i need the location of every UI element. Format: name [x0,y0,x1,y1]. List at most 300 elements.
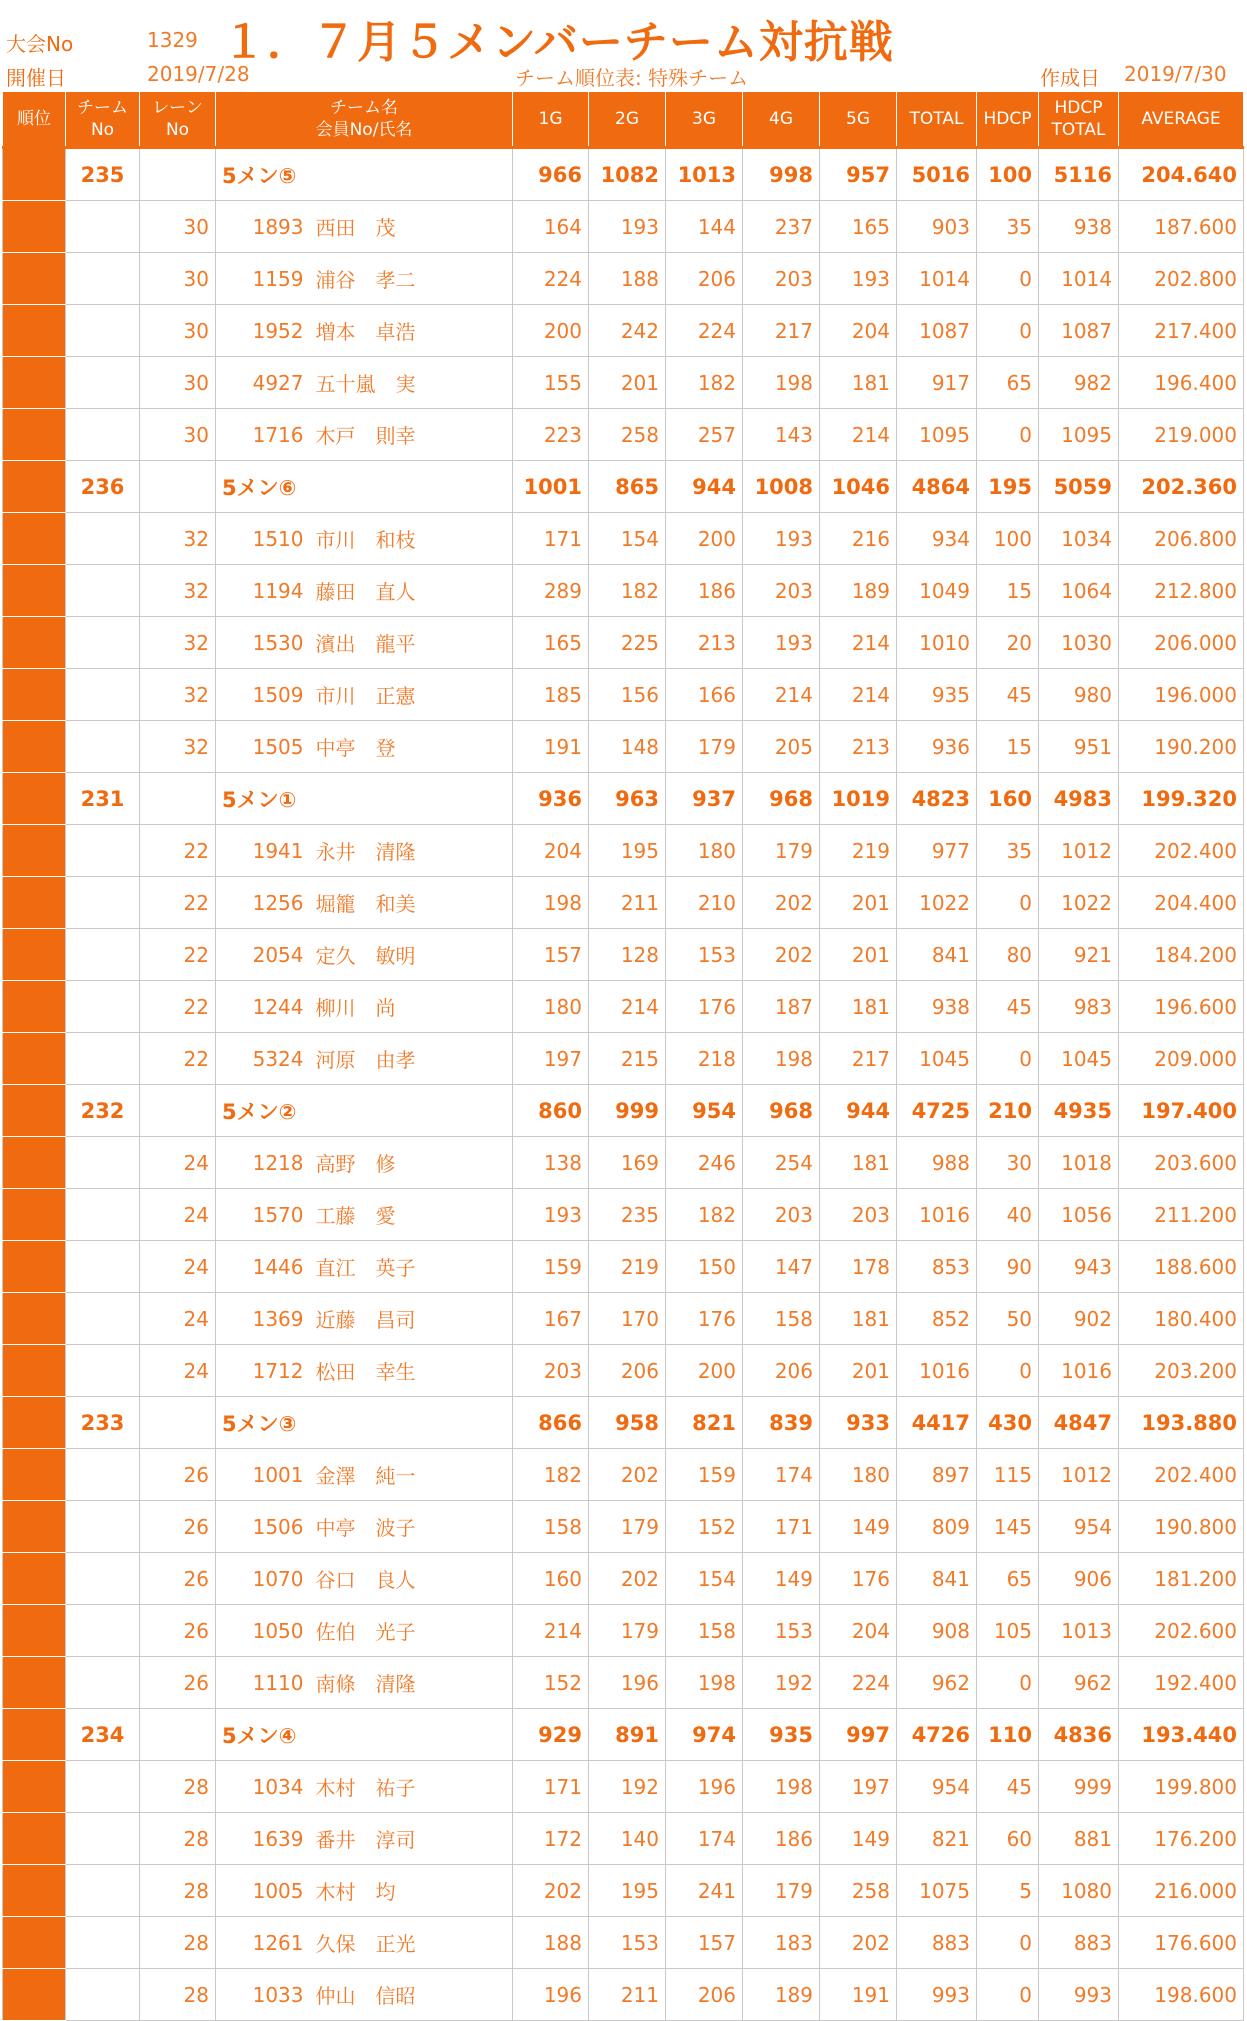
team-no: 232 [66,1085,140,1137]
member-name: 中亭 登 [310,721,513,773]
member-game-2: 154 [589,513,666,565]
member-lane: 22 [140,1033,216,1085]
member-name: 西田 茂 [310,201,513,253]
member-game-3: 158 [666,1605,743,1657]
member-name: 五十嵐 実 [310,357,513,409]
member-total: 954 [897,1761,977,1813]
member-lane: 30 [140,253,216,305]
member-total: 938 [897,981,977,1033]
member-game-4: 179 [743,1865,820,1917]
member-no: 1218 [216,1137,310,1189]
team-total: 4725 [897,1085,977,1137]
member-lane: 28 [140,1917,216,1969]
member-row [3,357,1244,409]
col-lane-no: レーン No [140,92,216,148]
member-game-2: 192 [589,1761,666,1813]
member-average: 190.800 [1119,1501,1244,1553]
team-game-4: 968 [743,773,820,825]
member-game-5: 201 [820,929,897,981]
team-no: 236 [66,461,140,513]
member-game-2: 206 [589,1345,666,1397]
member-lane: 24 [140,1189,216,1241]
team-game-4: 968 [743,1085,820,1137]
team-rank: 3 [3,773,66,825]
member-lane: 32 [140,617,216,669]
team-rank: 2 [3,461,66,513]
member-team-empty [66,1969,140,2021]
member-game-1: 191 [513,721,589,773]
member-row [3,669,1244,721]
member-no: 1034 [216,1761,310,1813]
team-game-4: 935 [743,1709,820,1761]
rank-bar [3,201,66,253]
member-team-empty [66,305,140,357]
member-hdcp-total: 938 [1039,201,1119,253]
member-no: 1952 [216,305,310,357]
tournament-no-value: 1329 [147,28,198,52]
member-team-empty [66,1241,140,1293]
team-row [3,1709,1244,1761]
member-team-empty [66,721,140,773]
member-game-2: 211 [589,877,666,929]
member-game-3: 176 [666,1293,743,1345]
member-total: 821 [897,1813,977,1865]
team-game-2: 963 [589,773,666,825]
rank-bar [3,305,66,357]
member-name: 定久 敏明 [310,929,513,981]
member-team-empty [66,1501,140,1553]
member-lane: 24 [140,1137,216,1189]
member-no: 1639 [216,1813,310,1865]
member-game-5: 214 [820,409,897,461]
member-hdcp: 0 [977,1345,1039,1397]
member-average: 219.000 [1119,409,1244,461]
member-row [3,1449,1244,1501]
member-hdcp-total: 1095 [1039,409,1119,461]
member-game-5: 214 [820,617,897,669]
member-hdcp: 35 [977,201,1039,253]
member-hdcp: 30 [977,1137,1039,1189]
member-name: 工藤 愛 [310,1189,513,1241]
member-lane: 30 [140,409,216,461]
member-game-5: 202 [820,1917,897,1969]
team-game-1: 860 [513,1085,589,1137]
member-game-3: 179 [666,721,743,773]
rank-bar [3,357,66,409]
team-game-3: 974 [666,1709,743,1761]
member-hdcp-total: 943 [1039,1241,1119,1293]
member-lane: 22 [140,825,216,877]
member-row [3,305,1244,357]
member-average: 176.600 [1119,1917,1244,1969]
member-total: 934 [897,513,977,565]
member-hdcp: 100 [977,513,1039,565]
member-game-1: 160 [513,1553,589,1605]
col-hdcp-total: HDCP TOTAL [1039,92,1119,148]
member-no: 1446 [216,1241,310,1293]
member-game-1: 171 [513,1761,589,1813]
member-total: 1014 [897,253,977,305]
member-game-5: 224 [820,1657,897,1709]
member-hdcp: 60 [977,1813,1039,1865]
member-name: 佐伯 光子 [310,1605,513,1657]
member-name: 永井 清隆 [310,825,513,877]
team-no: 233 [66,1397,140,1449]
member-hdcp: 80 [977,929,1039,981]
member-name: 濱出 龍平 [310,617,513,669]
member-average: 196.600 [1119,981,1244,1033]
member-game-5: 181 [820,1293,897,1345]
member-game-5: 201 [820,877,897,929]
member-total: 897 [897,1449,977,1501]
team-total: 4823 [897,773,977,825]
team-lane-empty [140,1397,216,1449]
member-hdcp-total: 980 [1039,669,1119,721]
member-name: 中亭 波子 [310,1501,513,1553]
member-game-3: 174 [666,1813,743,1865]
member-game-1: 224 [513,253,589,305]
member-total: 936 [897,721,977,773]
member-team-empty [66,1293,140,1345]
member-row [3,1345,1244,1397]
rank-bar [3,1605,66,1657]
member-row [3,1605,1244,1657]
member-game-4: 186 [743,1813,820,1865]
member-row [3,513,1244,565]
team-game-4: 839 [743,1397,820,1449]
member-game-4: 198 [743,1761,820,1813]
member-total: 1045 [897,1033,977,1085]
col-total: TOTAL [897,92,977,148]
member-row [3,1137,1244,1189]
team-hdcp-total: 4983 [1039,773,1119,825]
member-team-empty [66,1189,140,1241]
member-game-1: 167 [513,1293,589,1345]
member-row [3,1657,1244,1709]
team-row [3,1397,1244,1449]
member-game-4: 202 [743,877,820,929]
created-date-value: 2019/7/30 [1124,62,1227,86]
member-game-1: 138 [513,1137,589,1189]
col-game-3: 3G [666,92,743,148]
member-lane: 26 [140,1657,216,1709]
member-hdcp: 115 [977,1449,1039,1501]
member-row [3,1813,1244,1865]
team-game-3: 944 [666,461,743,513]
member-name: 松田 幸生 [310,1345,513,1397]
member-no: 1033 [216,1969,310,2021]
team-average: 193.880 [1119,1397,1244,1449]
member-game-5: 219 [820,825,897,877]
member-lane: 30 [140,201,216,253]
member-no: 4927 [216,357,310,409]
member-hdcp-total: 1018 [1039,1137,1119,1189]
member-game-3: 213 [666,617,743,669]
member-hdcp-total: 1080 [1039,1865,1119,1917]
rank-bar [3,409,66,461]
member-game-2: 225 [589,617,666,669]
rank-bar [3,1813,66,1865]
member-game-5: 181 [820,981,897,1033]
member-game-3: 210 [666,877,743,929]
member-game-2: 195 [589,1865,666,1917]
col-game-4: 4G [743,92,820,148]
member-lane: 32 [140,721,216,773]
member-average: 206.000 [1119,617,1244,669]
member-game-4: 149 [743,1553,820,1605]
member-hdcp-total: 881 [1039,1813,1119,1865]
member-no: 1509 [216,669,310,721]
member-hdcp: 20 [977,617,1039,669]
member-game-5: 197 [820,1761,897,1813]
member-total: 935 [897,669,977,721]
member-total: 852 [897,1293,977,1345]
member-hdcp-total: 962 [1039,1657,1119,1709]
team-game-1: 1001 [513,461,589,513]
member-game-1: 152 [513,1657,589,1709]
member-game-2: 235 [589,1189,666,1241]
team-no: 235 [66,148,140,201]
member-game-5: 178 [820,1241,897,1293]
member-game-2: 215 [589,1033,666,1085]
team-lane-empty [140,461,216,513]
member-hdcp: 65 [977,1553,1039,1605]
member-hdcp-total: 951 [1039,721,1119,773]
member-average: 188.600 [1119,1241,1244,1293]
member-total: 988 [897,1137,977,1189]
member-name: 柳川 尚 [310,981,513,1033]
member-row [3,1033,1244,1085]
rank-bar [3,981,66,1033]
member-average: 203.200 [1119,1345,1244,1397]
member-hdcp: 15 [977,721,1039,773]
member-average: 204.400 [1119,877,1244,929]
team-name: 5メン⑤ [216,148,513,201]
member-hdcp-total: 1030 [1039,617,1119,669]
member-game-3: 154 [666,1553,743,1605]
member-hdcp: 0 [977,877,1039,929]
member-game-3: 186 [666,565,743,617]
member-total: 917 [897,357,977,409]
member-name: 久保 正光 [310,1917,513,1969]
team-game-1: 936 [513,773,589,825]
member-game-1: 193 [513,1189,589,1241]
member-game-5: 181 [820,1137,897,1189]
member-game-1: 200 [513,305,589,357]
member-name: 南條 清隆 [310,1657,513,1709]
team-game-1: 866 [513,1397,589,1449]
team-game-1: 966 [513,148,589,201]
team-game-2: 958 [589,1397,666,1449]
member-team-empty [66,1865,140,1917]
member-row [3,877,1244,929]
rank-bar [3,1293,66,1345]
member-game-1: 289 [513,565,589,617]
rank-bar [3,929,66,981]
rank-bar [3,1761,66,1813]
member-hdcp: 15 [977,565,1039,617]
member-total: 841 [897,1553,977,1605]
page-title: １．７月５メンバーチーム対抗戦 [222,17,894,68]
team-game-5: 1046 [820,461,897,513]
col-game-5: 5G [820,92,897,148]
member-no: 1070 [216,1553,310,1605]
member-game-5: 193 [820,253,897,305]
member-team-empty [66,1605,140,1657]
member-average: 196.400 [1119,357,1244,409]
member-average: 180.400 [1119,1293,1244,1345]
member-row [3,1865,1244,1917]
member-team-empty [66,877,140,929]
member-average: 184.200 [1119,929,1244,981]
member-team-empty [66,929,140,981]
member-game-3: 182 [666,1189,743,1241]
member-game-2: 188 [589,253,666,305]
member-name: 近藤 昌司 [310,1293,513,1345]
member-no: 1110 [216,1657,310,1709]
member-no: 1244 [216,981,310,1033]
member-row [3,565,1244,617]
member-row [3,825,1244,877]
member-game-3: 241 [666,1865,743,1917]
team-hdcp-total: 4847 [1039,1397,1119,1449]
member-average: 202.400 [1119,1449,1244,1501]
team-game-3: 937 [666,773,743,825]
member-name: 木村 祐子 [310,1761,513,1813]
member-total: 977 [897,825,977,877]
member-hdcp-total: 1064 [1039,565,1119,617]
member-average: 202.400 [1119,825,1244,877]
member-team-empty [66,981,140,1033]
member-game-3: 196 [666,1761,743,1813]
member-lane: 30 [140,305,216,357]
team-game-2: 865 [589,461,666,513]
member-total: 1075 [897,1865,977,1917]
member-hdcp: 45 [977,1761,1039,1813]
member-hdcp: 5 [977,1865,1039,1917]
member-game-1: 202 [513,1865,589,1917]
team-total: 4417 [897,1397,977,1449]
member-game-1: 198 [513,877,589,929]
team-total: 4726 [897,1709,977,1761]
member-hdcp-total: 999 [1039,1761,1119,1813]
member-team-empty [66,1345,140,1397]
member-name: 市川 和枝 [310,513,513,565]
team-name: 5メン③ [216,1397,513,1449]
member-no: 1506 [216,1501,310,1553]
member-row [3,1969,1244,2021]
member-row [3,617,1244,669]
member-game-3: 157 [666,1917,743,1969]
member-total: 1087 [897,305,977,357]
member-team-empty [66,565,140,617]
member-average: 209.000 [1119,1033,1244,1085]
member-lane: 26 [140,1605,216,1657]
member-hdcp: 35 [977,825,1039,877]
team-game-5: 1019 [820,773,897,825]
member-no: 1001 [216,1449,310,1501]
rank-bar [3,669,66,721]
team-hdcp: 195 [977,461,1039,513]
member-hdcp-total: 982 [1039,357,1119,409]
member-name: 木戸 則幸 [310,409,513,461]
member-no: 1510 [216,513,310,565]
member-game-3: 206 [666,1969,743,2021]
member-game-1: 197 [513,1033,589,1085]
member-average: 206.800 [1119,513,1244,565]
team-total: 4864 [897,461,977,513]
team-no: 234 [66,1709,140,1761]
member-no: 1570 [216,1189,310,1241]
member-average: 212.800 [1119,565,1244,617]
member-hdcp-total: 902 [1039,1293,1119,1345]
member-team-empty [66,1657,140,1709]
member-name: 藤田 直人 [310,565,513,617]
member-row [3,1293,1244,1345]
member-average: 202.600 [1119,1605,1244,1657]
team-name: 5メン④ [216,1709,513,1761]
member-lane: 32 [140,513,216,565]
member-name: 堀籠 和美 [310,877,513,929]
member-game-2: 202 [589,1553,666,1605]
member-hdcp-total: 1016 [1039,1345,1119,1397]
member-game-3: 159 [666,1449,743,1501]
member-hdcp: 145 [977,1501,1039,1553]
member-lane: 28 [140,1865,216,1917]
member-game-1: 214 [513,1605,589,1657]
rank-bar [3,877,66,929]
member-game-3: 166 [666,669,743,721]
col-team-no: チーム No [66,92,140,148]
team-hdcp: 110 [977,1709,1039,1761]
member-game-4: 203 [743,1189,820,1241]
member-game-5: 216 [820,513,897,565]
member-no: 1159 [216,253,310,305]
member-game-4: 202 [743,929,820,981]
col-name: チーム名 会員No/氏名 [216,92,513,148]
member-game-1: 164 [513,201,589,253]
member-no: 1712 [216,1345,310,1397]
team-rank: 5 [3,1397,66,1449]
member-game-4: 254 [743,1137,820,1189]
rank-bar [3,513,66,565]
team-game-2: 999 [589,1085,666,1137]
member-hdcp-total: 1034 [1039,513,1119,565]
member-total: 1022 [897,877,977,929]
member-game-4: 193 [743,617,820,669]
member-game-2: 242 [589,305,666,357]
member-no: 1369 [216,1293,310,1345]
member-team-empty [66,1813,140,1865]
member-hdcp: 105 [977,1605,1039,1657]
member-no: 1716 [216,409,310,461]
member-total: 809 [897,1501,977,1553]
member-game-1: 196 [513,1969,589,2021]
member-no: 5324 [216,1033,310,1085]
member-hdcp: 0 [977,1917,1039,1969]
member-lane: 32 [140,669,216,721]
member-name: 金澤 純一 [310,1449,513,1501]
member-game-5: 165 [820,201,897,253]
member-game-4: 237 [743,201,820,253]
member-game-5: 149 [820,1501,897,1553]
member-row [3,1917,1244,1969]
member-lane: 28 [140,1813,216,1865]
rank-bar [3,1657,66,1709]
member-hdcp: 0 [977,1033,1039,1085]
member-game-2: 148 [589,721,666,773]
member-lane: 22 [140,981,216,1033]
